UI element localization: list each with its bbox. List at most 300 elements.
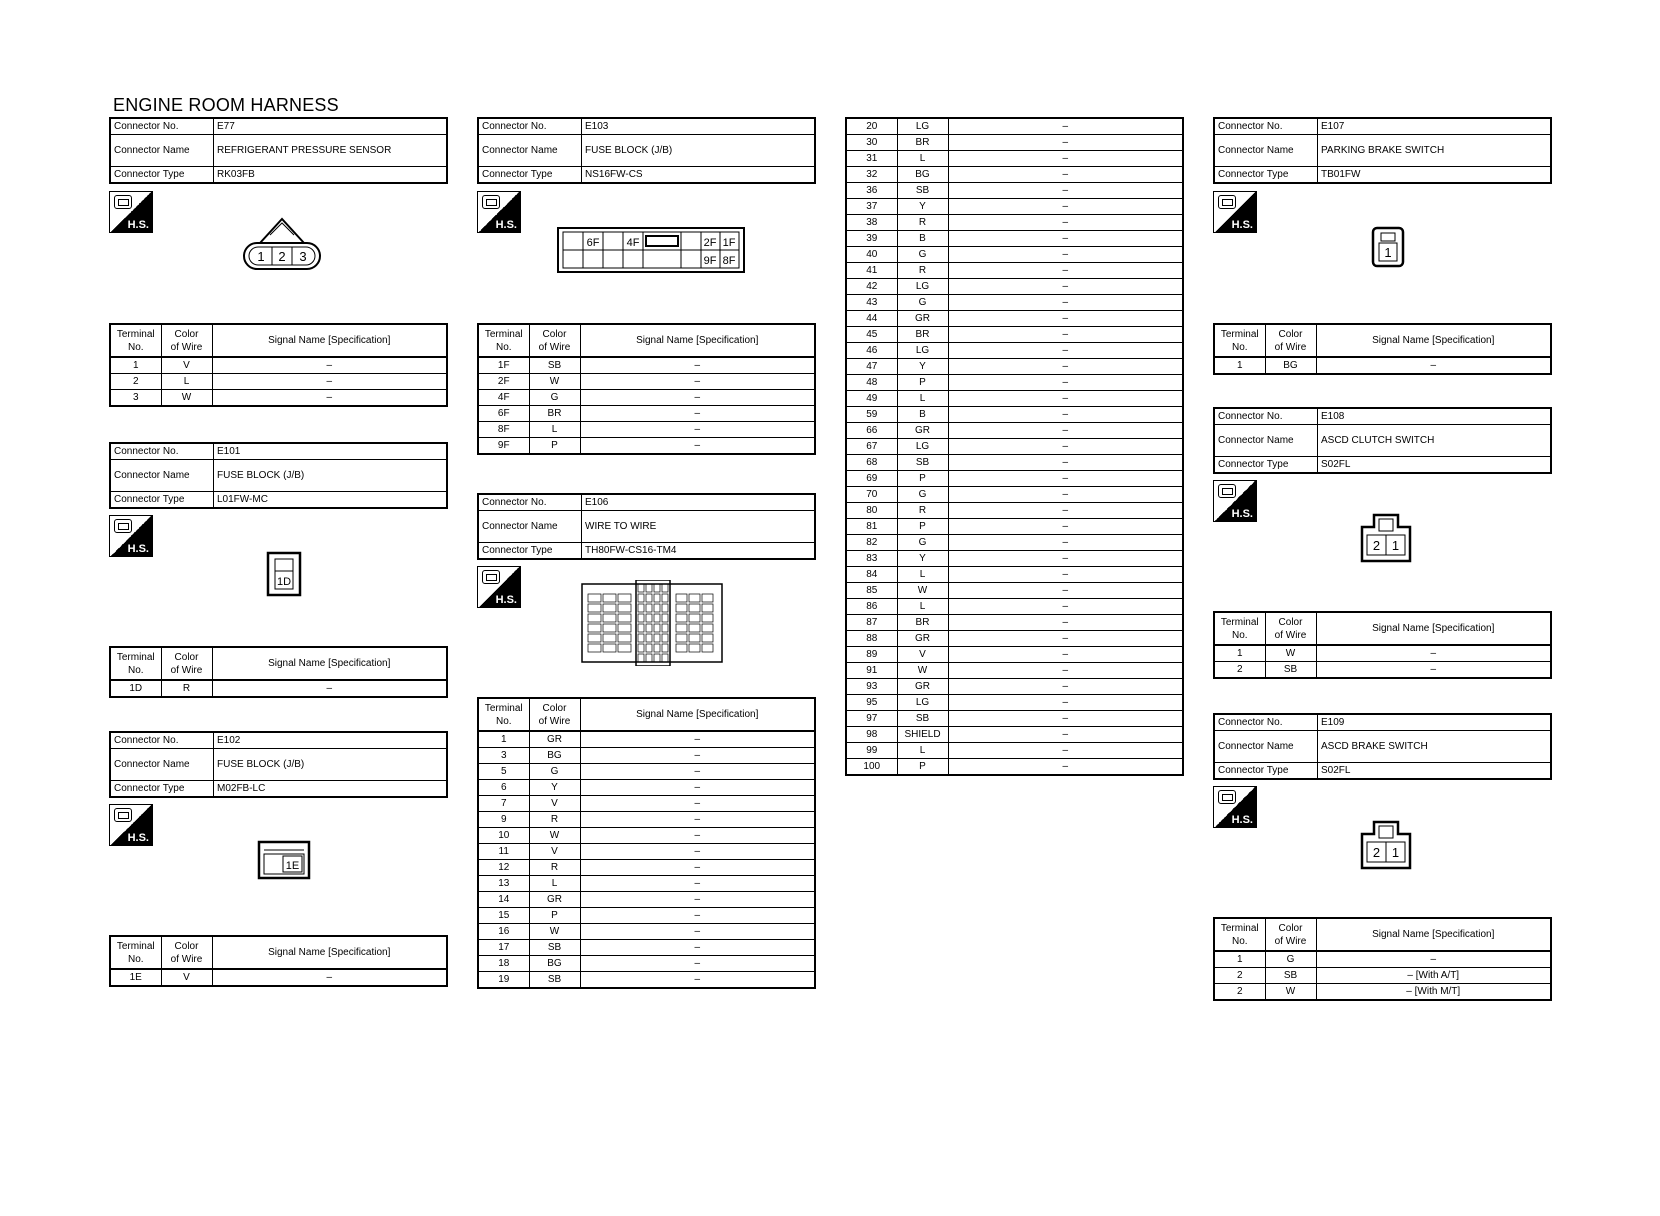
- wire-color-cell: L: [897, 151, 948, 167]
- connector-type-value: NS16FW-CS: [582, 167, 816, 184]
- signal-name-cell: –: [580, 924, 815, 940]
- signal-name-cell: –: [948, 295, 1183, 311]
- signal-name-cell: –: [948, 391, 1183, 407]
- signal-name-cell: –: [580, 812, 815, 828]
- connector-name-value: FUSE BLOCK (J/B): [214, 460, 448, 492]
- wire-color-cell: L: [529, 876, 580, 892]
- connector-name-value: FUSE BLOCK (J/B): [582, 135, 816, 167]
- terminal-row: [846, 263, 1183, 279]
- signal-name-cell: –: [948, 471, 1183, 487]
- terminal-no-cell: 36: [846, 183, 897, 199]
- terminal-row: [1214, 984, 1551, 1001]
- wire-color-cell: V: [897, 647, 948, 663]
- signal-name-cell: –: [948, 567, 1183, 583]
- pin-label: 9F: [703, 255, 717, 267]
- terminal-no-cell: 32: [846, 167, 897, 183]
- signal-name-header: Signal Name [Specification]: [1316, 324, 1551, 357]
- terminal-row: [478, 390, 815, 406]
- signal-name-cell: –: [1316, 357, 1551, 374]
- signal-name-cell: –: [948, 647, 1183, 663]
- wire-color-cell: BR: [897, 327, 948, 343]
- terminal-table-e109: [1213, 917, 1552, 1001]
- connector-type-label: Connector Type: [1214, 457, 1318, 474]
- signal-name-cell: –: [212, 390, 447, 407]
- terminal-row: [846, 151, 1183, 167]
- connector-header-e103: [477, 117, 816, 184]
- signal-name-cell: –: [948, 263, 1183, 279]
- wire-color-cell: B: [897, 407, 948, 423]
- terminal-no-cell: 43: [846, 295, 897, 311]
- connector-no-label: Connector No.: [110, 118, 214, 135]
- wire-color-cell: LG: [897, 343, 948, 359]
- terminal-no-cell: 20: [846, 118, 897, 135]
- connector-no-value: E106: [582, 494, 816, 511]
- terminal-no-cell: 13: [478, 876, 529, 892]
- terminal-no-header: Terminal No.: [110, 936, 161, 969]
- wire-color-header: Color of Wire: [529, 698, 580, 731]
- connector-name-value: ASCD CLUTCH SWITCH: [1318, 425, 1552, 457]
- terminal-no-cell: 67: [846, 439, 897, 455]
- terminal-no-cell: 3: [110, 390, 161, 407]
- terminal-no-cell: 93: [846, 679, 897, 695]
- connector-no-value: E101: [214, 443, 448, 460]
- harness-side-icon: H.S.: [109, 515, 153, 557]
- terminal-row: [846, 535, 1183, 551]
- wire-color-cell: SB: [529, 940, 580, 956]
- terminal-row: [478, 374, 815, 390]
- terminal-no-cell: 89: [846, 647, 897, 663]
- wire-color-cell: P: [897, 759, 948, 776]
- terminal-no-header: Terminal No.: [478, 324, 529, 357]
- terminal-no-cell: 97: [846, 711, 897, 727]
- terminal-row: [478, 940, 815, 956]
- terminal-no-cell: 9: [478, 812, 529, 828]
- terminal-no-cell: 15: [478, 908, 529, 924]
- wire-color-cell: SB: [1265, 968, 1316, 984]
- signal-name-cell: –: [580, 860, 815, 876]
- terminal-no-cell: 59: [846, 407, 897, 423]
- signal-name-cell: –: [1316, 951, 1551, 968]
- signal-name-cell: –: [580, 972, 815, 989]
- wire-color-cell: SB: [897, 711, 948, 727]
- terminal-table-e102-wrap: [109, 935, 448, 987]
- connector-no-value: E107: [1318, 118, 1552, 135]
- signal-name-cell: –: [580, 844, 815, 860]
- wire-color-cell: R: [897, 503, 948, 519]
- terminal-table-e107-wrap: [1213, 323, 1552, 375]
- terminal-row: [478, 860, 815, 876]
- connector-type-label: Connector Type: [1214, 167, 1318, 184]
- connector-name-value: WIRE TO WIRE: [582, 511, 816, 543]
- signal-name-cell: –: [948, 663, 1183, 679]
- wire-color-cell: LG: [897, 695, 948, 711]
- terminal-no-cell: 2: [110, 374, 161, 390]
- wire-color-cell: W: [161, 390, 212, 407]
- signal-name-header: Signal Name [Specification]: [1316, 612, 1551, 645]
- terminal-no-cell: 81: [846, 519, 897, 535]
- signal-name-cell: –: [948, 535, 1183, 551]
- harness-side-icon: H.S.: [1213, 191, 1257, 233]
- signal-name-header: Signal Name [Specification]: [1316, 918, 1551, 951]
- wire-color-cell: GR: [897, 423, 948, 439]
- connector-type-value: S02FL: [1318, 457, 1552, 474]
- terminal-row: [478, 908, 815, 924]
- terminal-row: [846, 583, 1183, 599]
- pin-label: 2: [1372, 845, 1381, 860]
- terminal-no-cell: 42: [846, 279, 897, 295]
- wire-color-header: Color of Wire: [161, 324, 212, 357]
- terminal-no-cell: 69: [846, 471, 897, 487]
- connector-face-e101: [266, 551, 302, 597]
- terminal-row: [478, 796, 815, 812]
- terminal-row: [110, 357, 447, 374]
- terminal-row: [846, 375, 1183, 391]
- terminal-no-cell: 99: [846, 743, 897, 759]
- pin-label: 1F: [722, 237, 736, 249]
- connector-no-label: Connector No.: [478, 118, 582, 135]
- connector-no-label: Connector No.: [110, 443, 214, 460]
- pin-label: 1: [1391, 538, 1400, 553]
- connector-no-label: Connector No.: [1214, 714, 1318, 731]
- terminal-no-cell: 4F: [478, 390, 529, 406]
- connector-type-value: M02FB-LC: [214, 781, 448, 798]
- wire-color-cell: V: [161, 357, 212, 374]
- terminal-row: [846, 519, 1183, 535]
- wire-color-cell: R: [897, 215, 948, 231]
- terminal-no-cell: 1D: [110, 680, 161, 697]
- wire-color-cell: BG: [1265, 357, 1316, 374]
- signal-name-cell: –: [212, 374, 447, 390]
- terminal-table-e108: [1213, 611, 1552, 679]
- terminal-row: [846, 407, 1183, 423]
- terminal-no-cell: 7: [478, 796, 529, 812]
- terminal-row: [846, 423, 1183, 439]
- signal-name-cell: –: [948, 215, 1183, 231]
- connector-face-e77: [240, 215, 324, 273]
- terminal-no-cell: 38: [846, 215, 897, 231]
- signal-name-cell: –: [212, 357, 447, 374]
- wire-color-cell: W: [897, 663, 948, 679]
- wire-color-cell: L: [161, 374, 212, 390]
- harness-side-icon: H.S.: [477, 191, 521, 233]
- terminal-no-cell: 39: [846, 231, 897, 247]
- terminal-row: [846, 567, 1183, 583]
- terminal-table-e106-wrap: [477, 697, 816, 989]
- terminal-no-cell: 85: [846, 583, 897, 599]
- connector-no-label: Connector No.: [1214, 118, 1318, 135]
- wire-color-cell: Y: [897, 551, 948, 567]
- terminal-table-e101-wrap: [109, 646, 448, 698]
- terminal-no-cell: 2: [1214, 662, 1265, 679]
- connector-no-value: E108: [1318, 408, 1552, 425]
- signal-name-header: Signal Name [Specification]: [212, 936, 447, 969]
- wire-color-header: Color of Wire: [1265, 918, 1316, 951]
- terminal-row: [1214, 662, 1551, 679]
- connector-no-value: E103: [582, 118, 816, 135]
- connector-face-e109: [1359, 820, 1413, 870]
- signal-name-cell: –: [580, 780, 815, 796]
- signal-name-cell: –: [580, 748, 815, 764]
- terminal-no-cell: 70: [846, 487, 897, 503]
- pin-label: 1E: [285, 860, 300, 872]
- connector-block-e101: [109, 442, 448, 509]
- signal-name-cell: –: [948, 279, 1183, 295]
- terminal-no-cell: 18: [478, 956, 529, 972]
- terminal-no-cell: 44: [846, 311, 897, 327]
- terminal-row: [846, 615, 1183, 631]
- terminal-row: [846, 183, 1183, 199]
- wire-color-cell: L: [897, 391, 948, 407]
- connector-header-e106: [477, 493, 816, 560]
- connector-header-e108: [1213, 407, 1552, 474]
- signal-name-cell: –: [1316, 645, 1551, 662]
- terminal-row: [846, 359, 1183, 375]
- wire-color-cell: V: [529, 796, 580, 812]
- signal-name-cell: –: [948, 343, 1183, 359]
- terminal-no-cell: 1: [1214, 951, 1265, 968]
- connector-name-label: Connector Name: [1214, 135, 1318, 167]
- wire-color-cell: BR: [897, 135, 948, 151]
- signal-name-cell: –: [212, 680, 447, 697]
- terminal-row: [1214, 951, 1551, 968]
- signal-name-cell: –: [948, 615, 1183, 631]
- terminal-row: [846, 231, 1183, 247]
- terminal-row: [478, 357, 815, 374]
- terminal-no-header: Terminal No.: [1214, 612, 1265, 645]
- connector-no-value: E109: [1318, 714, 1552, 731]
- wire-color-cell: SHIELD: [897, 727, 948, 743]
- signal-name-header: Signal Name [Specification]: [580, 698, 815, 731]
- terminal-row: [846, 295, 1183, 311]
- terminal-row: [846, 215, 1183, 231]
- terminal-no-cell: 31: [846, 151, 897, 167]
- terminal-row: [846, 679, 1183, 695]
- connector-block-e106: [477, 493, 816, 560]
- terminal-no-cell: 17: [478, 940, 529, 956]
- wire-color-cell: BG: [529, 748, 580, 764]
- wire-color-header: Color of Wire: [1265, 324, 1316, 357]
- connector-name-label: Connector Name: [1214, 425, 1318, 457]
- signal-name-cell: –: [948, 327, 1183, 343]
- wire-color-cell: G: [897, 487, 948, 503]
- terminal-row: [110, 374, 447, 390]
- terminal-no-cell: 1E: [110, 969, 161, 986]
- wire-color-cell: B: [897, 231, 948, 247]
- connector-name-label: Connector Name: [478, 511, 582, 543]
- terminal-row: [846, 471, 1183, 487]
- terminal-no-cell: 1: [1214, 357, 1265, 374]
- terminal-table-e106-continued: [845, 117, 1184, 776]
- connector-header-e107: [1213, 117, 1552, 184]
- connector-no-label: Connector No.: [478, 494, 582, 511]
- terminal-row: [478, 748, 815, 764]
- connector-type-value: TB01FW: [1318, 167, 1552, 184]
- signal-name-cell: –: [948, 359, 1183, 375]
- wire-color-cell: R: [529, 860, 580, 876]
- wire-color-cell: L: [529, 422, 580, 438]
- terminal-row: [846, 327, 1183, 343]
- connector-name-label: Connector Name: [110, 749, 214, 781]
- terminal-row: [478, 924, 815, 940]
- terminal-row: [846, 727, 1183, 743]
- connector-name-label: Connector Name: [110, 460, 214, 492]
- wire-color-cell: GR: [897, 311, 948, 327]
- terminal-no-cell: 6: [478, 780, 529, 796]
- connector-block-e77: [109, 117, 448, 184]
- terminal-row: [846, 551, 1183, 567]
- pin-label: 8F: [722, 255, 736, 267]
- terminal-no-cell: 12: [478, 860, 529, 876]
- connector-type-label: Connector Type: [1214, 763, 1318, 780]
- terminal-no-cell: 91: [846, 663, 897, 679]
- terminal-no-cell: 40: [846, 247, 897, 263]
- wire-color-cell: GR: [529, 892, 580, 908]
- terminal-no-cell: 2: [1214, 984, 1265, 1001]
- wire-color-cell: G: [897, 295, 948, 311]
- wire-color-cell: R: [897, 263, 948, 279]
- signal-name-cell: –: [948, 487, 1183, 503]
- terminal-no-cell: 49: [846, 391, 897, 407]
- signal-name-cell: –: [580, 956, 815, 972]
- connector-face-e107: [1370, 225, 1406, 269]
- wire-color-cell: LG: [897, 439, 948, 455]
- connector-block-e108: [1213, 407, 1552, 474]
- terminal-row: [478, 422, 815, 438]
- wire-color-cell: SB: [529, 357, 580, 374]
- connector-name-value: ASCD BRAKE SWITCH: [1318, 731, 1552, 763]
- harness-side-icon: H.S.: [1213, 480, 1257, 522]
- terminal-no-cell: 30: [846, 135, 897, 151]
- terminal-row: [846, 279, 1183, 295]
- signal-name-cell: –: [948, 167, 1183, 183]
- connector-face-e106: [580, 580, 724, 666]
- signal-name-header: Signal Name [Specification]: [212, 647, 447, 680]
- signal-name-cell: –: [948, 375, 1183, 391]
- wire-color-cell: W: [1265, 645, 1316, 662]
- connector-type-label: Connector Type: [478, 543, 582, 560]
- terminal-row: [846, 247, 1183, 263]
- terminal-row: [478, 812, 815, 828]
- terminal-no-cell: 2F: [478, 374, 529, 390]
- terminal-row: [846, 455, 1183, 471]
- terminal-row: [846, 391, 1183, 407]
- wire-color-cell: P: [897, 519, 948, 535]
- connector-type-value: L01FW-MC: [214, 492, 448, 509]
- terminal-row: [478, 956, 815, 972]
- terminal-no-cell: 84: [846, 567, 897, 583]
- terminal-row: [846, 487, 1183, 503]
- pin-label: 2: [1372, 538, 1381, 553]
- harness-side-icon: H.S.: [477, 566, 521, 608]
- connector-no-label: Connector No.: [110, 732, 214, 749]
- signal-name-cell: –: [948, 695, 1183, 711]
- signal-name-cell: –: [948, 631, 1183, 647]
- terminal-row: [846, 118, 1183, 135]
- signal-name-cell: – [With A/T]: [1316, 968, 1551, 984]
- terminal-row: [846, 599, 1183, 615]
- terminal-no-header: Terminal No.: [110, 647, 161, 680]
- wire-color-cell: GR: [529, 731, 580, 748]
- terminal-table-e77-wrap: [109, 323, 448, 407]
- terminal-row: [478, 972, 815, 989]
- terminal-row: [478, 780, 815, 796]
- terminal-no-cell: 14: [478, 892, 529, 908]
- connector-face-e103: [556, 226, 746, 274]
- terminal-table-e103: [477, 323, 816, 455]
- connector-type-value: RK03FB: [214, 167, 448, 184]
- terminal-no-cell: 100: [846, 759, 897, 776]
- wire-color-cell: G: [897, 535, 948, 551]
- connector-header-e102: [109, 731, 448, 798]
- connector-type-label: Connector Type: [110, 167, 214, 184]
- terminal-row: [1214, 357, 1551, 374]
- terminal-no-cell: 1: [110, 357, 161, 374]
- connector-no-value: E77: [214, 118, 448, 135]
- terminal-row: [846, 343, 1183, 359]
- connector-block-e102: [109, 731, 448, 798]
- pin-label: 6F: [586, 237, 600, 249]
- terminal-no-cell: 47: [846, 359, 897, 375]
- terminal-row: [110, 390, 447, 407]
- signal-name-cell: –: [580, 438, 815, 455]
- terminal-row: [110, 680, 447, 697]
- pin-label: 3: [299, 249, 307, 264]
- terminal-row: [478, 731, 815, 748]
- signal-name-cell: –: [948, 183, 1183, 199]
- signal-name-cell: –: [580, 940, 815, 956]
- terminal-row: [1214, 645, 1551, 662]
- signal-name-cell: –: [212, 969, 447, 986]
- wire-color-cell: Y: [897, 359, 948, 375]
- signal-name-cell: –: [948, 519, 1183, 535]
- connector-type-value: S02FL: [1318, 763, 1552, 780]
- terminal-row: [846, 199, 1183, 215]
- terminal-table-e103-wrap: [477, 323, 816, 455]
- wire-color-cell: BG: [529, 956, 580, 972]
- signal-name-cell: –: [948, 407, 1183, 423]
- connector-block-e107: [1213, 117, 1552, 184]
- signal-name-cell: –: [580, 908, 815, 924]
- terminal-no-cell: 1: [478, 731, 529, 748]
- connector-block-e103: [477, 117, 816, 184]
- terminal-no-cell: 1F: [478, 357, 529, 374]
- wire-color-cell: G: [1265, 951, 1316, 968]
- wire-color-header: Color of Wire: [161, 936, 212, 969]
- connector-header-e109: [1213, 713, 1552, 780]
- terminal-row: [846, 647, 1183, 663]
- connector-header-e101: [109, 442, 448, 509]
- terminal-no-header: Terminal No.: [1214, 324, 1265, 357]
- signal-name-cell: –: [580, 731, 815, 748]
- terminal-no-header: Terminal No.: [478, 698, 529, 731]
- terminal-row: [846, 743, 1183, 759]
- wire-color-cell: Y: [897, 199, 948, 215]
- wire-color-cell: P: [897, 375, 948, 391]
- connector-type-label: Connector Type: [110, 781, 214, 798]
- terminal-no-cell: 46: [846, 343, 897, 359]
- wire-color-cell: BG: [897, 167, 948, 183]
- signal-name-cell: –: [580, 422, 815, 438]
- terminal-no-cell: 98: [846, 727, 897, 743]
- terminal-row: [478, 764, 815, 780]
- terminal-no-cell: 83: [846, 551, 897, 567]
- connector-no-label: Connector No.: [1214, 408, 1318, 425]
- signal-name-cell: –: [948, 599, 1183, 615]
- connector-block-e109: [1213, 713, 1552, 780]
- connector-no-value: E102: [214, 732, 448, 749]
- signal-name-cell: –: [948, 743, 1183, 759]
- pin-label: 1D: [276, 576, 292, 588]
